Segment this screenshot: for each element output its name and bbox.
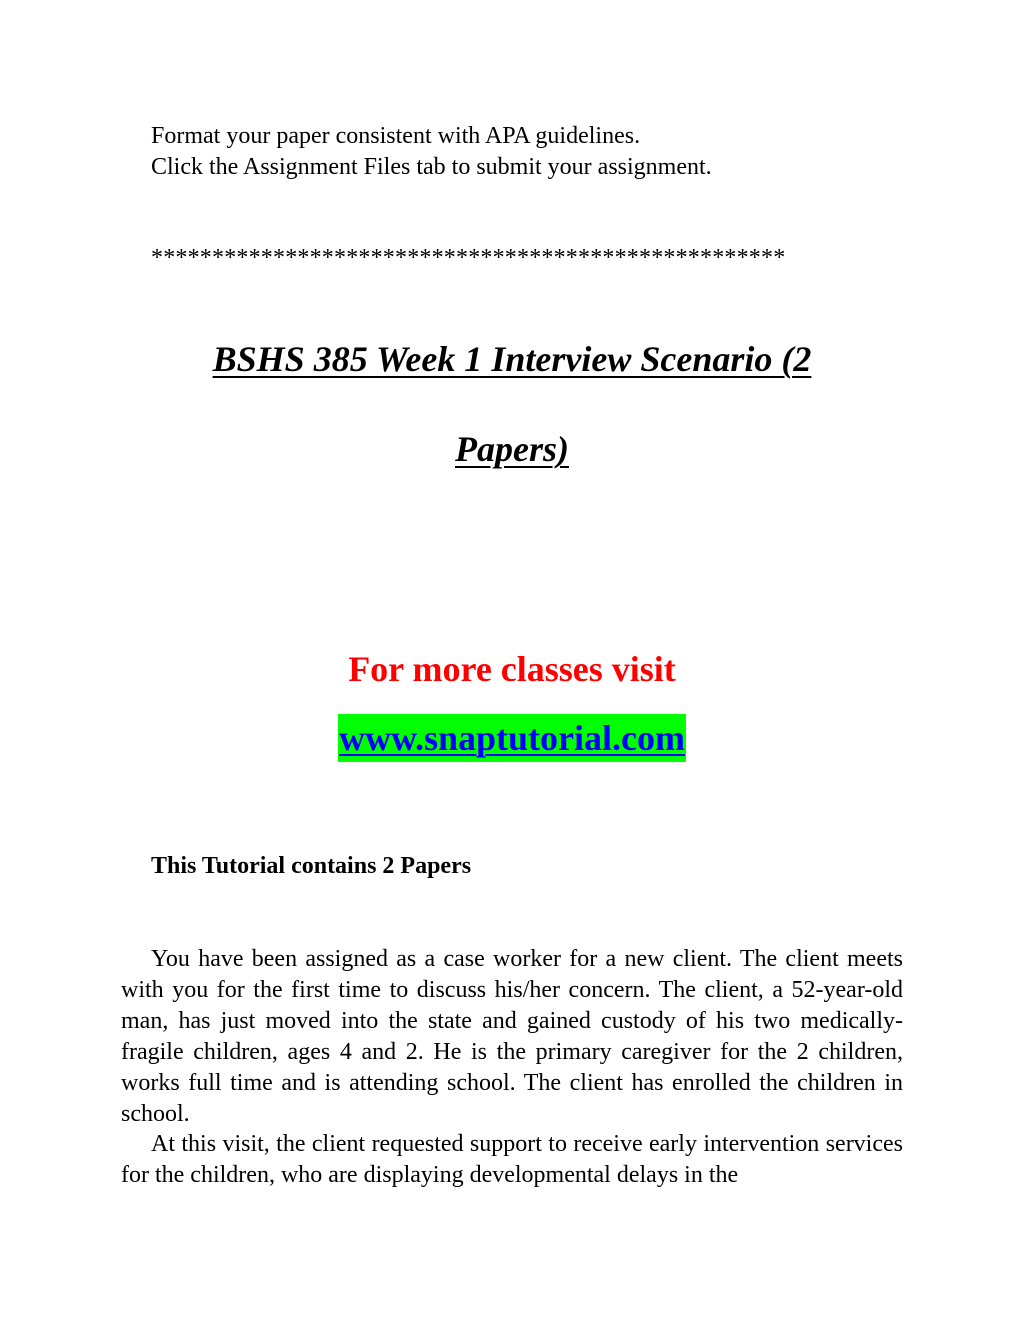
promo-link-container [0,714,1024,762]
asterisk-divider: **************************************************** [151,245,786,271]
intro-instruction-line: Format your paper consistent with APA guidelines. [151,123,641,149]
promo-link[interactable]: www.snaptutorial.com [338,714,686,762]
document-title-line: Papers) [455,429,569,469]
tutorial-note: This Tutorial contains 2 Papers [151,853,472,879]
body-paragraph: At this visit, the client requested support to receive early intervention services for the children, who are displaying developmental delays in the [121,1131,903,1188]
document-title-line: BSHS 385 Week 1 Interview Scenario (2 [212,339,812,379]
intro-instruction-line: Click the Assignment Files tab to submit your assignment. [151,154,712,180]
promo-heading: For more classes visit [348,649,676,689]
body-paragraph: You have been assigned as a case worker for a new client. The client meets with you for the first time to discuss his/her concern. The client, a 52-year-old man, has just moved into the state and gained custody of his two medically-fragile children, ages 4 and 2. He is the primary caregiver for the 2 children, works full time and is attending school. The client has enrolled the children in school. [121,946,903,1127]
